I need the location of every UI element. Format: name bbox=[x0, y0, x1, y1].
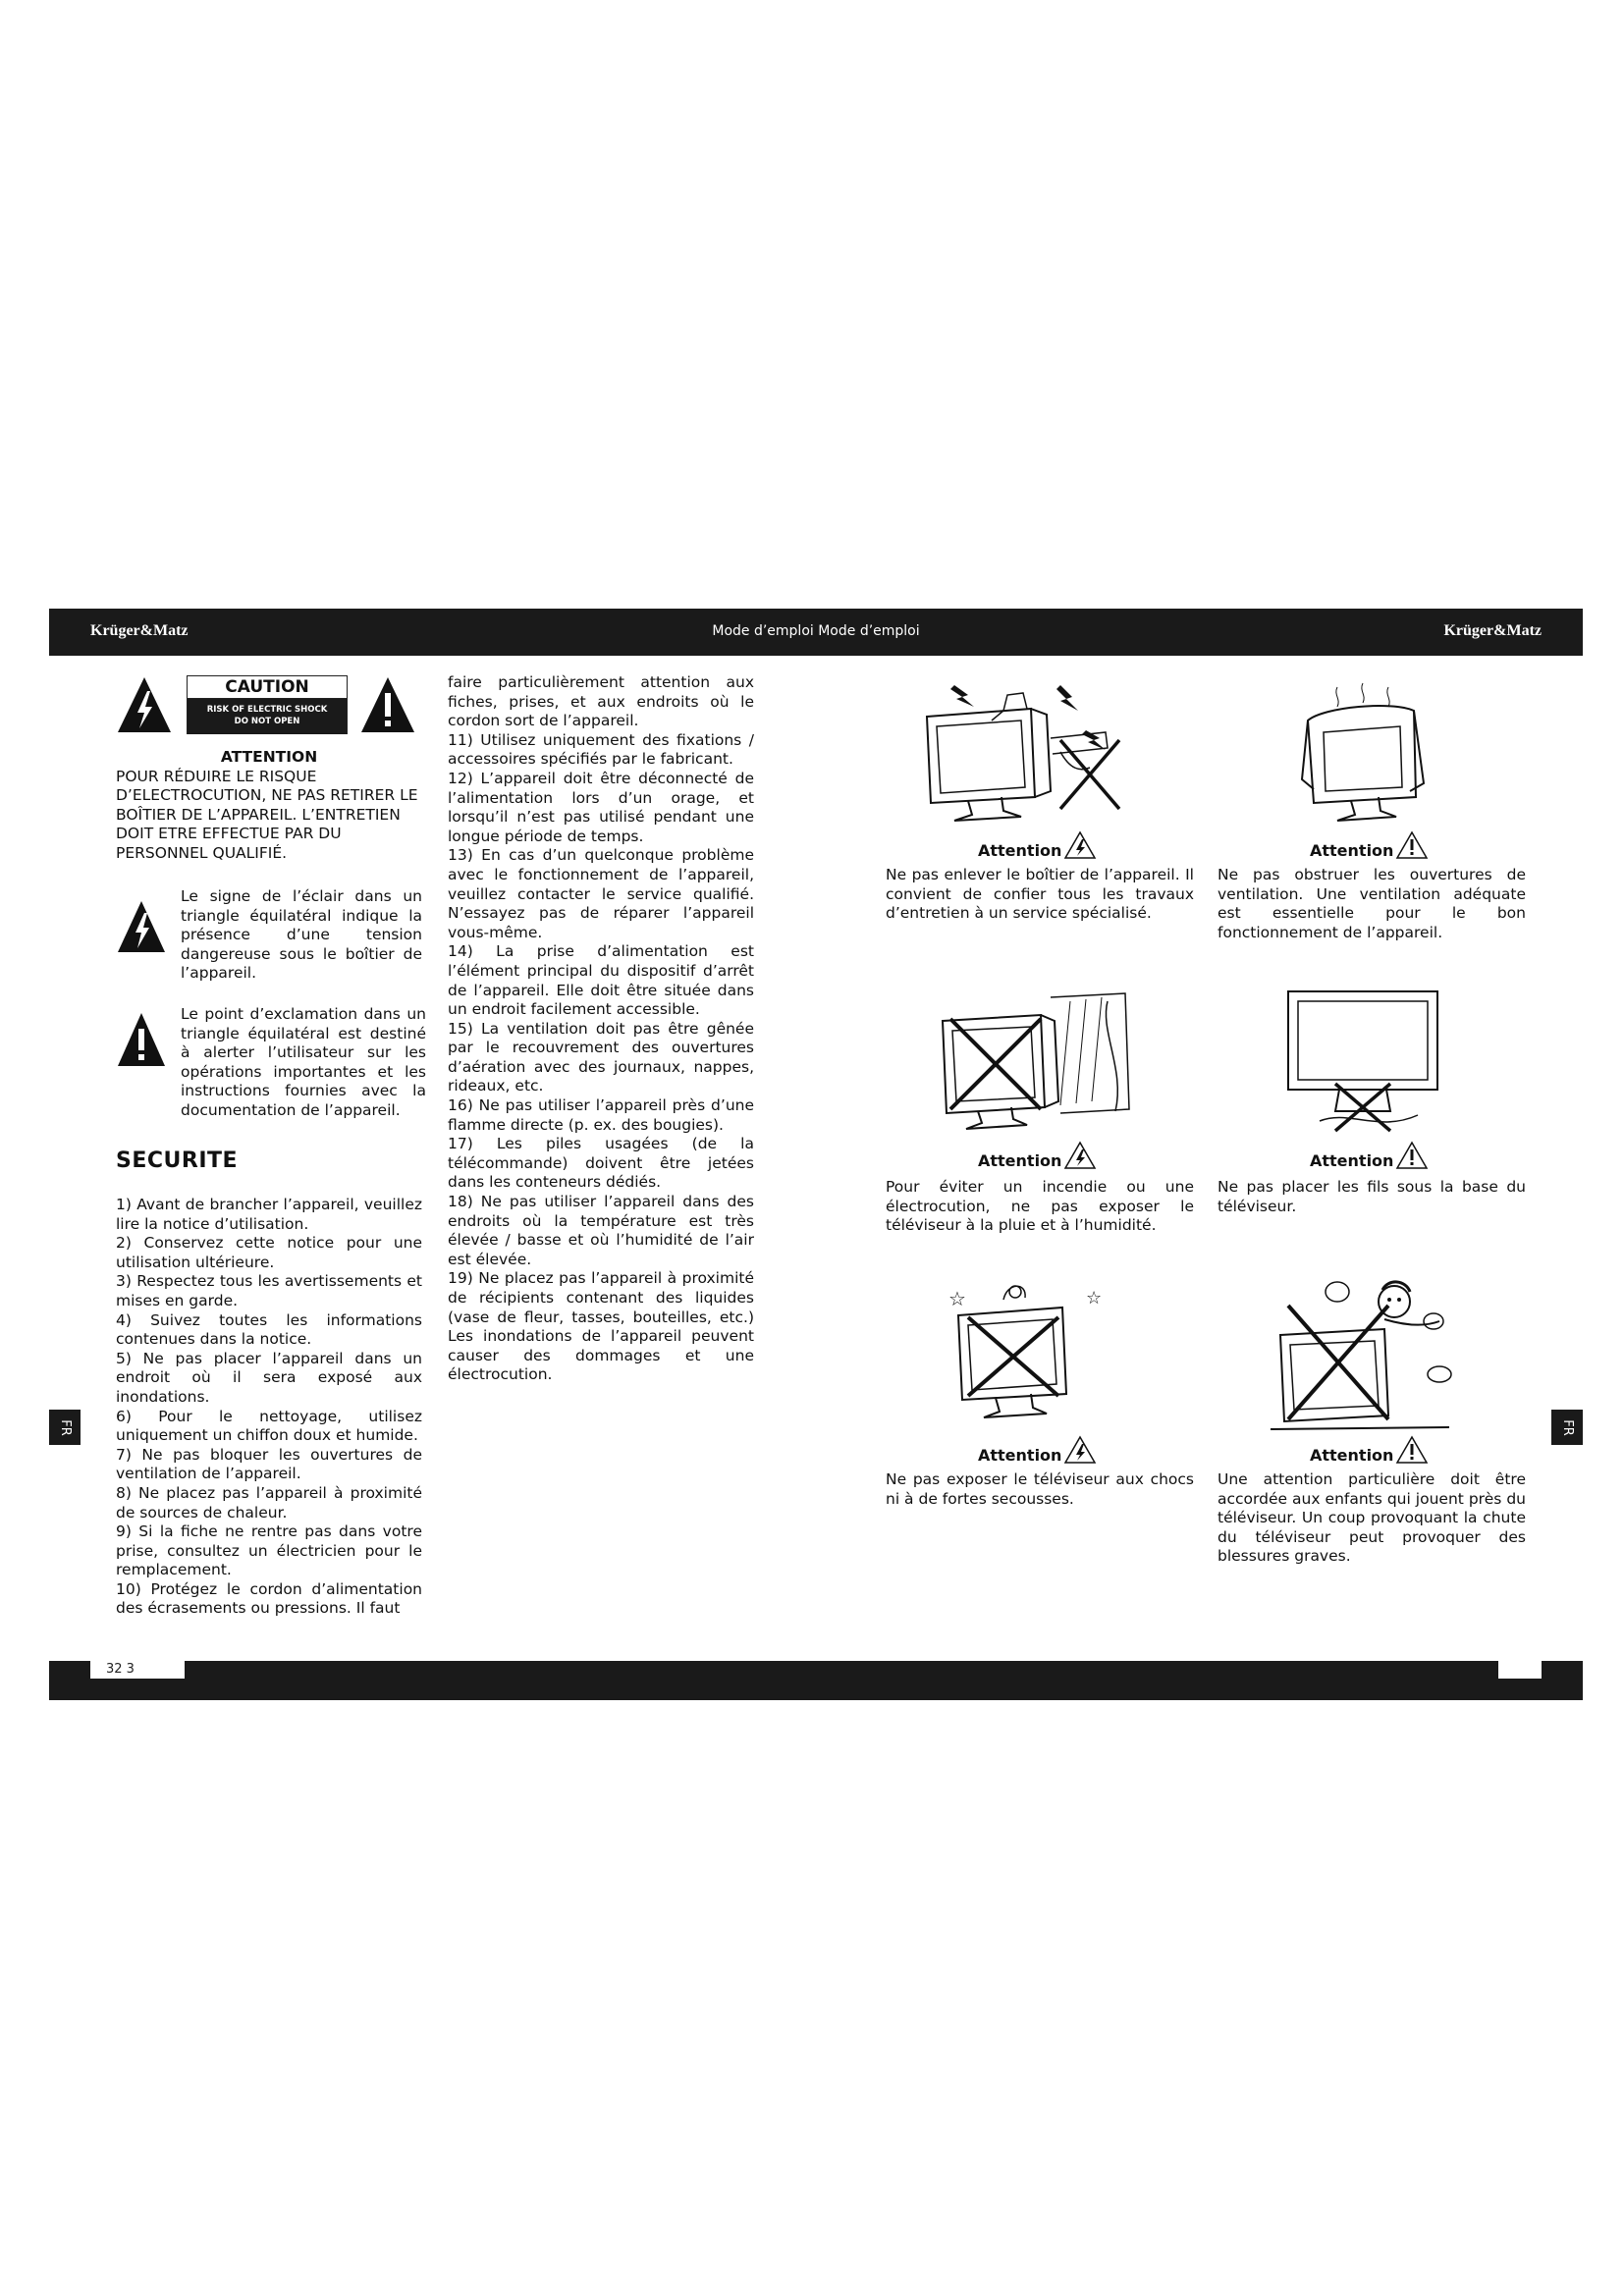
attention-label-4 bbox=[1310, 1141, 1429, 1170]
language-tab-right bbox=[1551, 1410, 1583, 1445]
list-item: 2) Conservez cette notice pour une utilisation ultérieure. bbox=[116, 1234, 422, 1271]
lightning-triangle-icon bbox=[1063, 1141, 1097, 1170]
attention-label-2 bbox=[1310, 830, 1429, 860]
list-item: 13) En cas d’un quelconque problème avec le fonctionnement de l’appareil, veuillez contacter le service qualifié. N’essayez pas de réparer l’appareil vous-même. bbox=[448, 846, 754, 941]
list-item: 3) Respectez tous les avertissements et mises en garde. bbox=[116, 1272, 422, 1309]
page-number-box-right bbox=[1498, 1661, 1542, 1679]
lightning-symbol-icon bbox=[116, 899, 167, 954]
lightning-warning-icon bbox=[116, 675, 173, 734]
warning-text-3: Pour éviter un incendie ou une électrocution, ne pas exposer le téléviseur à la pluie et à l’humidité. bbox=[886, 1178, 1194, 1235]
attention-label-text: Attention bbox=[1310, 1446, 1394, 1465]
language-tab-right-label: FR bbox=[1559, 1418, 1575, 1436]
lightning-triangle-icon bbox=[1063, 830, 1097, 860]
list-item: 11) Utilisez uniquement des fixations / accessoires spécifiés par le fabricant. bbox=[448, 730, 754, 769]
exclamation-description: Le point d’exclamation dans un triangle équilatéral est destiné à alerter l’utilisateur sur les opérations importantes et les instructions fournies avec la documentation de l’appareil. bbox=[181, 1005, 426, 1119]
page-number: 32 3 bbox=[90, 1661, 185, 1679]
list-item: 15) La ventilation doit pas être gênée par le recouvrement des ouvertures d’aération avec des journaux, nappes, rideaux, etc. bbox=[448, 1019, 754, 1095]
list-item: 7) Ne pas bloquer les ouvertures de ventilation de l’appareil. bbox=[116, 1445, 422, 1483]
list-item: 14) La prise d’alimentation est l’élément principal du dispositif d’arrêt de l’appareil. Elle doit être située dans un endroit facilement accessible. bbox=[448, 942, 754, 1019]
warning-text-4: Ne pas placer les fils sous la base du téléviseur. bbox=[1218, 1178, 1526, 1215]
language-tab-left-label: FR bbox=[57, 1418, 73, 1436]
attention-heading: ATTENTION bbox=[220, 748, 318, 766]
tv-child-safety-illustration bbox=[1267, 1276, 1453, 1433]
svg-text:☆: ☆ bbox=[948, 1287, 966, 1310]
brand-logo-right: Krüger&Matz bbox=[1443, 622, 1542, 639]
list-item: 4) Suivez toutes les informations contenues dans la notice. bbox=[116, 1310, 422, 1349]
caution-label bbox=[187, 675, 348, 734]
header-title: Mode d’emploi Mode d’emploi bbox=[712, 623, 920, 639]
list-item: 10) Protégez le cordon d’alimentation des écrasements ou pressions. Il faut bbox=[116, 1579, 422, 1618]
language-tab-left bbox=[49, 1410, 81, 1445]
caution-line-1: RISK OF ELECTRIC SHOCK bbox=[206, 705, 328, 715]
attention-label-5 bbox=[978, 1435, 1097, 1465]
attention-label-text: Attention bbox=[978, 841, 1062, 860]
list-item: 17) Les piles usagées (de la télécommande) doivent être jetées dans les conteneurs dédiés. bbox=[448, 1135, 754, 1192]
header-bar bbox=[49, 609, 1583, 656]
warning-text-2: Ne pas obstruer les ouvertures de ventilation. Une ventilation adéquate est essentielle pour le bon fonctionnement de l’appareil. bbox=[1218, 866, 1526, 941]
warning-text-6: Une attention particulière doit être accordée aux enfants qui jouent près du téléviseur. Un coup provoquant la chute du téléviseur peut provoquer des blessures graves. bbox=[1218, 1470, 1526, 1566]
list-item: 6) Pour le nettoyage, utilisez uniquement un chiffon doux et humide. bbox=[116, 1407, 422, 1445]
exclamation-warning-icon bbox=[359, 675, 416, 734]
securite-column-1 bbox=[116, 1196, 422, 1619]
brand-logo-left: Krüger&Matz bbox=[90, 622, 189, 639]
attention-label-text: Attention bbox=[1310, 1151, 1394, 1170]
caution-line-2: DO NOT OPEN bbox=[234, 717, 300, 726]
attention-label-text: Attention bbox=[978, 1151, 1062, 1170]
securite-title: SECURITE bbox=[116, 1148, 239, 1173]
list-item: 19) Ne placez pas l’appareil à proximité de récipients contenant des liquides (vase de fleur, tasses, bouteilles, etc.) Les inondations de l’appareil peuvent causer des dommages et une électrocution. bbox=[448, 1269, 754, 1384]
attention-label-3 bbox=[978, 1141, 1097, 1170]
exclamation-triangle-icon bbox=[1395, 830, 1429, 860]
attention-label-text: Attention bbox=[1310, 841, 1394, 860]
list-item: 8) Ne placez pas l’appareil à proximité de sources de chaleur. bbox=[116, 1483, 422, 1522]
securite-column-2 bbox=[448, 673, 754, 1385]
attention-label-6 bbox=[1310, 1435, 1429, 1465]
caution-subtitle bbox=[188, 699, 347, 734]
warning-text-5: Ne pas exposer le téléviseur aux chocs ni à de fortes secousses. bbox=[886, 1470, 1194, 1508]
list-item: 16) Ne pas utiliser l’appareil près d’une flamme directe (p. ex. des bougies). bbox=[448, 1096, 754, 1134]
list-item: 9) Si la fiche ne rentre pas dans votre prise, consultez un électricien pour le remplacement. bbox=[116, 1522, 422, 1579]
attention-label-1 bbox=[978, 830, 1097, 860]
tv-wires-under-base-illustration bbox=[1280, 986, 1447, 1133]
tv-open-casing-illustration bbox=[913, 681, 1139, 828]
exclamation-triangle-icon bbox=[1395, 1435, 1429, 1465]
tv-shocks-illustration bbox=[948, 1278, 1115, 1425]
list-item: 12) L’appareil doit être déconnecté de l’alimentation lors d’un orage, et lorsqu’il n’est pas utilisé pendant une longue période de temps. bbox=[448, 769, 754, 845]
svg-text:☆: ☆ bbox=[1086, 1288, 1103, 1308]
list-item: faire particulièrement attention aux fiches, prises, et aux endroits où le cordon sort de l’appareil. bbox=[448, 673, 754, 730]
footer-bar bbox=[49, 1661, 1583, 1700]
warning-text-1: Ne pas enlever le boîtier de l’appareil. Il convient de confier tous les travaux d’entretien à un service spécialisé. bbox=[886, 866, 1194, 923]
attention-block bbox=[116, 748, 422, 864]
tv-rain-humidity-illustration bbox=[933, 991, 1149, 1139]
list-item: 18) Ne pas utiliser l’appareil dans des endroits où la température est très élevée / basse et où l’humidité de l’air est élevée. bbox=[448, 1193, 754, 1268]
attention-text: POUR RÉDUIRE LE RISQUE D’ELECTROCUTION, NE PAS RETIRER LE BOÎTIER DE L’APPAREIL. L’ENTRETIEN DOIT ETRE EFFECTUE PAR DU PERSONNEL QUALIFIÉ. bbox=[116, 767, 418, 862]
tv-covered-vents-illustration bbox=[1294, 681, 1432, 828]
lightning-triangle-icon bbox=[1063, 1435, 1097, 1465]
lightning-description: Le signe de l’éclair dans un triangle équilatéral indique la présence d’une tension dangereuse sous le boîtier de l’appareil. bbox=[181, 887, 422, 983]
exclamation-triangle-icon bbox=[1395, 1141, 1429, 1170]
list-item: 1) Avant de brancher l’appareil, veuillez lire la notice d’utilisation. bbox=[116, 1196, 422, 1233]
exclamation-symbol-icon bbox=[116, 1011, 167, 1068]
list-item: 5) Ne pas placer l’appareil dans un endroit où il sera exposé aux inondations. bbox=[116, 1349, 422, 1406]
caution-title: CAUTION bbox=[188, 676, 347, 699]
attention-label-text: Attention bbox=[978, 1446, 1062, 1465]
